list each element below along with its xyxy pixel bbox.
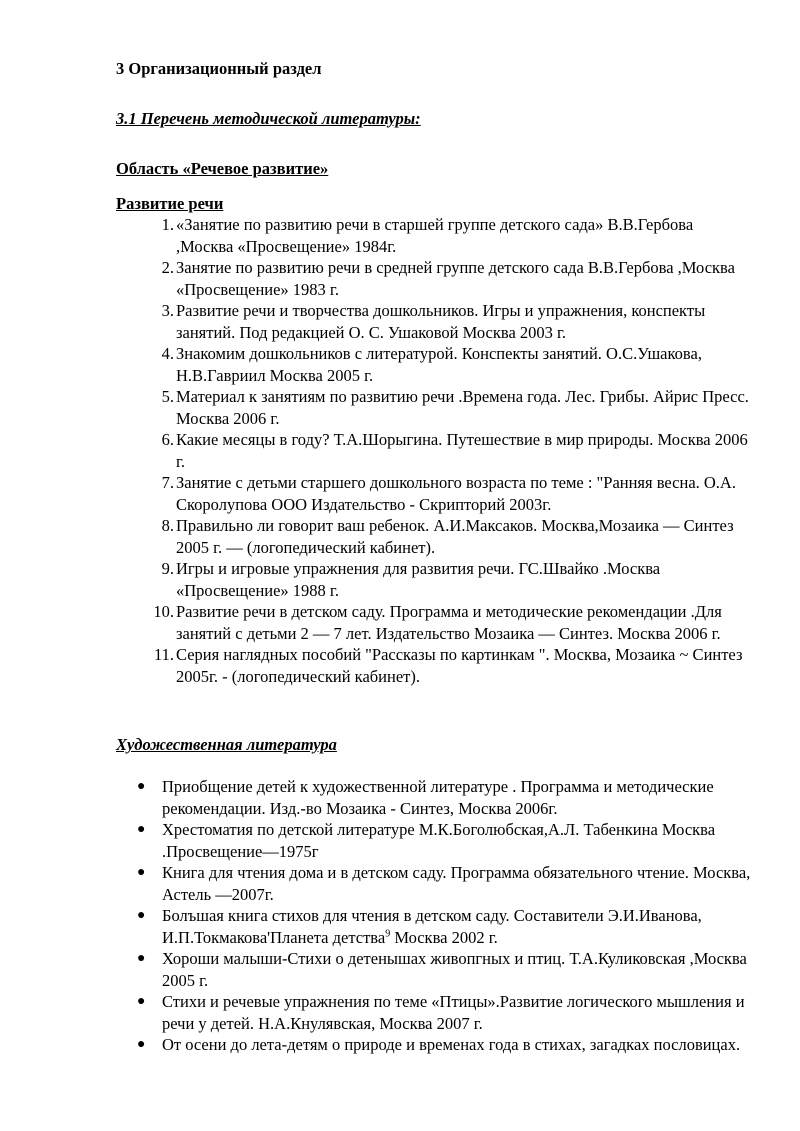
item-number: 6. <box>161 430 174 449</box>
fiction-heading: Художественная литература <box>116 735 337 754</box>
list-item <box>116 300 756 343</box>
item-text-line: .Просвещение—1975г <box>162 841 319 861</box>
section-title: 3 Организационный раздел <box>116 59 322 78</box>
bullet-icon: ● <box>137 994 146 1009</box>
speech-literature-list <box>116 214 756 687</box>
bullet-icon: ● <box>137 1037 146 1052</box>
item-text-line: «Просвещение» 1983 г. <box>176 279 339 299</box>
list-item <box>116 214 756 257</box>
list-item <box>116 601 756 644</box>
item-text-line: занятий. Под редакцией О. С. Ушаковой Москва 2003 г. <box>176 322 567 342</box>
item-text-line: Знакомим дошкольников с литературой. Конспекты занятий. О.С.Ушакова, <box>176 344 702 363</box>
item-text-line: 2005г. - (логопедический кабинет). <box>176 666 420 686</box>
item-text-line: Занятие с детьми старшего дошкольного возраста по теме : "Ранняя весна. О.А. <box>176 473 736 492</box>
item-number: 10. <box>153 602 174 621</box>
list-item <box>116 862 756 905</box>
list-item <box>116 515 756 558</box>
item-text-line: Занятие по развитию речи в средней группе детского сада В.В.Гербова ,Москва <box>176 258 735 277</box>
item-text-line: Скоролупова ООО Издательство - Скрипторий 2003г. <box>176 494 552 514</box>
item-text-line: «Занятие по развитию речи в старшей группе детского сада» В.В.Гербова <box>176 215 694 234</box>
item-text-line: Материал к занятиям по развитию речи .Времена года. Лес. Грибы. Айрис Пресс. <box>176 387 749 406</box>
item-text-line: рекомендации. Изд.-во Мозаика - Синтез, Москва 2006г. <box>162 798 558 818</box>
speech-heading: Развитие речи <box>116 194 224 213</box>
item-text-line: 2005 г. <box>162 970 209 990</box>
item-number: 7. <box>161 473 174 492</box>
item-text-line: Развитие речи в детском саду. Программа и методические рекомендации .Для <box>176 602 722 621</box>
item-text-line: занятий с детьми 2 — 7 лет. Издательство Мозаика — Синтез. Москва 2006 г. <box>176 623 721 643</box>
item-number: 9. <box>161 559 174 578</box>
list-item <box>116 948 756 991</box>
item-text-fragment: Москва 2002 г. <box>390 927 498 947</box>
item-text-line: Хрестоматия по детской литературе М.К.Боголюбская,А.Л. Табенкина Москва <box>162 820 716 839</box>
item-number: 4. <box>161 344 174 363</box>
item-text-line: Стихи и речевые упражнения по теме «Птицы».Развитие логического мышления и <box>162 992 745 1011</box>
list-item <box>116 558 756 601</box>
bullet-icon: ● <box>137 951 146 966</box>
item-text-line: 2005 г. — (логопедический кабинет). <box>176 537 436 557</box>
bullet-icon: ● <box>137 865 146 880</box>
item-text-line <box>162 927 756 949</box>
list-item <box>116 905 756 948</box>
item-text-line: Развитие речи и творчества дошкольников. Игры и упражнения, конспекты <box>176 301 706 320</box>
item-text-line: Хороши малыши-Стихи о детенышах живопгных и птиц. Т.А.Куликовская ,Москва <box>162 949 747 968</box>
item-text-line: От осени до лета-детям о природе и временах года в стихах, загадках пословицах. <box>162 1035 741 1054</box>
item-number: 5. <box>161 387 174 406</box>
bullet-icon: ● <box>137 822 146 837</box>
superscript-mark: 9 <box>385 928 391 939</box>
item-text-line: Н.В.Гавриил Москва 2005 г. <box>176 365 374 385</box>
item-number: 3. <box>161 301 174 320</box>
item-number: 11. <box>153 645 174 664</box>
item-text-line: Болъшая книга стихов для чтения в детском саду. Составители Э.И.Иванова, <box>162 906 702 925</box>
item-text-line: Приобщение детей к художественной литературе . Программа и методические <box>162 777 714 796</box>
item-text-line: «Просвещение» 1988 г. <box>176 580 339 600</box>
list-item <box>116 472 756 515</box>
list-item <box>116 386 756 429</box>
item-text-line: речи у детей. Н.А.Кнулявская, Москва 2007 г. <box>162 1013 483 1033</box>
item-text-line: Книга для чтения дома и в детском саду. Программа обязательного чтение. Москва, <box>162 863 751 882</box>
item-number: 8. <box>161 516 174 535</box>
item-text-line: Серия наглядных пособий "Рассказы по картинкам ". Москва, Мозаика ~ Синтез <box>176 645 743 664</box>
item-number: 1. <box>161 215 174 234</box>
list-item <box>116 644 756 687</box>
area-title: Область «Речевое развитие» <box>116 159 329 178</box>
bullet-icon: ● <box>137 779 146 794</box>
item-text-line: ,Москва «Просвещение» 1984г. <box>176 236 397 256</box>
list-item <box>116 1034 756 1056</box>
item-text-line: г. <box>176 451 186 471</box>
subsection-title: 3.1 Перечень методической литературы: <box>116 109 421 128</box>
item-text-line: Правильно ли говорит ваш ребенок. А.И.Максаков. Москва,Мозаика — Синтез <box>176 516 734 535</box>
item-text-line: Астель —2007г. <box>162 884 274 904</box>
list-item <box>116 429 756 472</box>
item-number: 2. <box>161 258 174 277</box>
item-text-line: Игры и игровые упражнения для развития речи. ГС.Швайко .Москва <box>176 559 661 578</box>
item-text-line: Какие месяцы в году? Т.А.Шорыгина. Путешествие в мир природы. Москва 2006 <box>176 430 748 449</box>
item-text-fragment: И.П.Токмакова'Планета детства <box>162 927 386 947</box>
list-item <box>116 776 756 819</box>
item-text-line: Москва 2006 г. <box>176 408 280 428</box>
list-item <box>116 991 756 1034</box>
fiction-literature-list <box>116 776 756 1056</box>
list-item <box>116 819 756 862</box>
bullet-icon: ● <box>137 908 146 923</box>
list-item <box>116 343 756 386</box>
list-item <box>116 257 756 300</box>
